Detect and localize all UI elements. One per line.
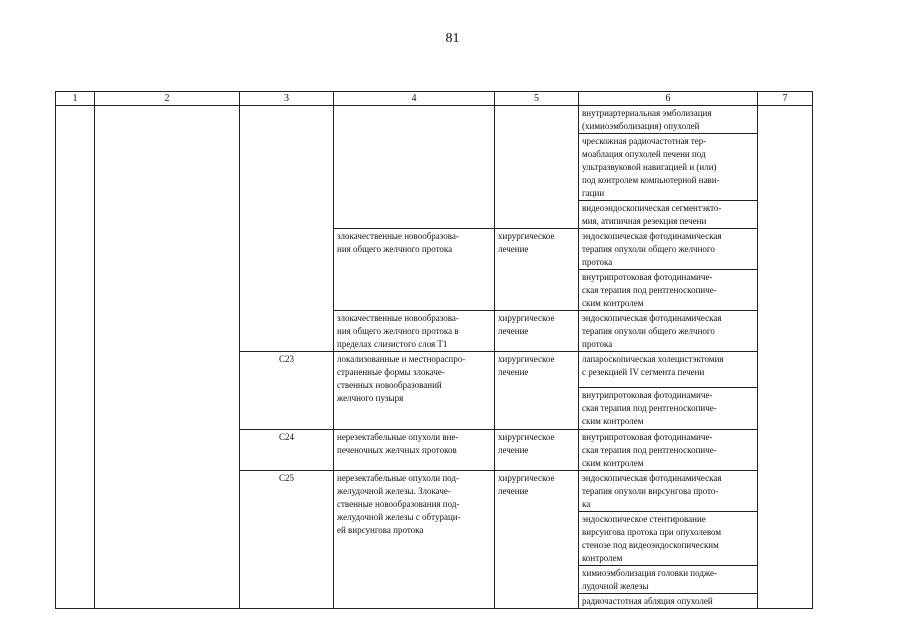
cell-disease (334, 106, 495, 229)
cell-col-1 (56, 106, 95, 609)
cell-treatment-type (495, 106, 579, 229)
table-row (56, 106, 813, 134)
cell-diagnosis-code (240, 106, 334, 352)
header-col-7: 7 (758, 92, 813, 106)
cell-method: внутрипротоковая фотодинамиче- ская терапия под рентгеноскопиче- ским контролем (579, 270, 758, 311)
cell-method: внутрипротоковая фотодинамиче- ская терапия под рентгеноскопиче- ским контролем (579, 388, 758, 430)
cell-diagnosis-code: С25 (240, 471, 334, 609)
cell-method: чрескожная радиочастотная тер- моаблация опухолей печени под ультразвуковой навигацией и (или) под контролем компьютерной нави- гации (579, 134, 758, 201)
treatment-table (55, 91, 813, 609)
cell-diagnosis-code: С23 (240, 352, 334, 430)
cell-treatment-type: хирургическое лечение (495, 430, 579, 471)
page-number: 81 (445, 31, 460, 46)
header-col-1: 1 (56, 92, 95, 106)
cell-treatment-type: хирургическое лечение (495, 471, 579, 609)
cell-method: эндоскопическое стентирование вирсунгова протока при опухолевом стенозе под видеоэндоскопическим контролем (579, 512, 758, 566)
cell-disease: нерезектабельные опухоли вне- печеночных желчных протоков (334, 430, 495, 471)
cell-disease: злокачественные новообразова- ния общего желчного протока (334, 229, 495, 311)
cell-method: радиочастотная абляция опухолей (579, 594, 758, 609)
cell-method: внутриартериальная эмболизация (химиоэмболизация) опухолей (579, 106, 758, 134)
cell-treatment-type: хирургическое лечение (495, 229, 579, 311)
cell-diagnosis-code: С24 (240, 430, 334, 471)
header-col-3: 3 (240, 92, 334, 106)
header-col-4: 4 (334, 92, 495, 106)
cell-disease: нерезектабельные опухоли под- желудочной железы. Злокаче- ственные новообразования под- желудочной железы с обтураци- ей вирсунгова протока (334, 471, 495, 609)
header-col-6: 6 (579, 92, 758, 106)
cell-disease: локализованные и местнораспро- страненные формы злокаче- ственных новообразований желчного пузыря (334, 352, 495, 430)
cell-method: эндоскопическая фотодинамическая терапия опухоли общего желчного протока (579, 229, 758, 270)
cell-col-7 (758, 106, 813, 609)
cell-method: внутрипротоковая фотодинамиче- ская терапия под рентгеноскопиче- ским контролем (579, 430, 758, 471)
header-col-5: 5 (495, 92, 579, 106)
header-col-2: 2 (95, 92, 240, 106)
cell-treatment-type: хирургическое лечение (495, 352, 579, 430)
cell-method: лапароскопическая холецистэктомия с резекцией IV сегмента печени (579, 352, 758, 388)
cell-method: видеоэндоскопическая сегментэкто- мия, атипичная резекция печени (579, 201, 758, 229)
cell-treatment-type: хирургическое лечение (495, 311, 579, 352)
cell-method: эндоскопическая фотодинамическая терапия опухоли вирсунгова прото- ка (579, 471, 758, 512)
header-row (56, 92, 813, 106)
cell-method: эндоскопическая фотодинамическая терапия опухоли общего желчного протока (579, 311, 758, 352)
cell-disease: злокачественные новообразова- ния общего желчного протока в пределах слизистого слоя Т1 (334, 311, 495, 352)
cell-method: химиоэмболизация головки подже- лудочной железы (579, 566, 758, 594)
cell-col-2 (95, 106, 240, 609)
